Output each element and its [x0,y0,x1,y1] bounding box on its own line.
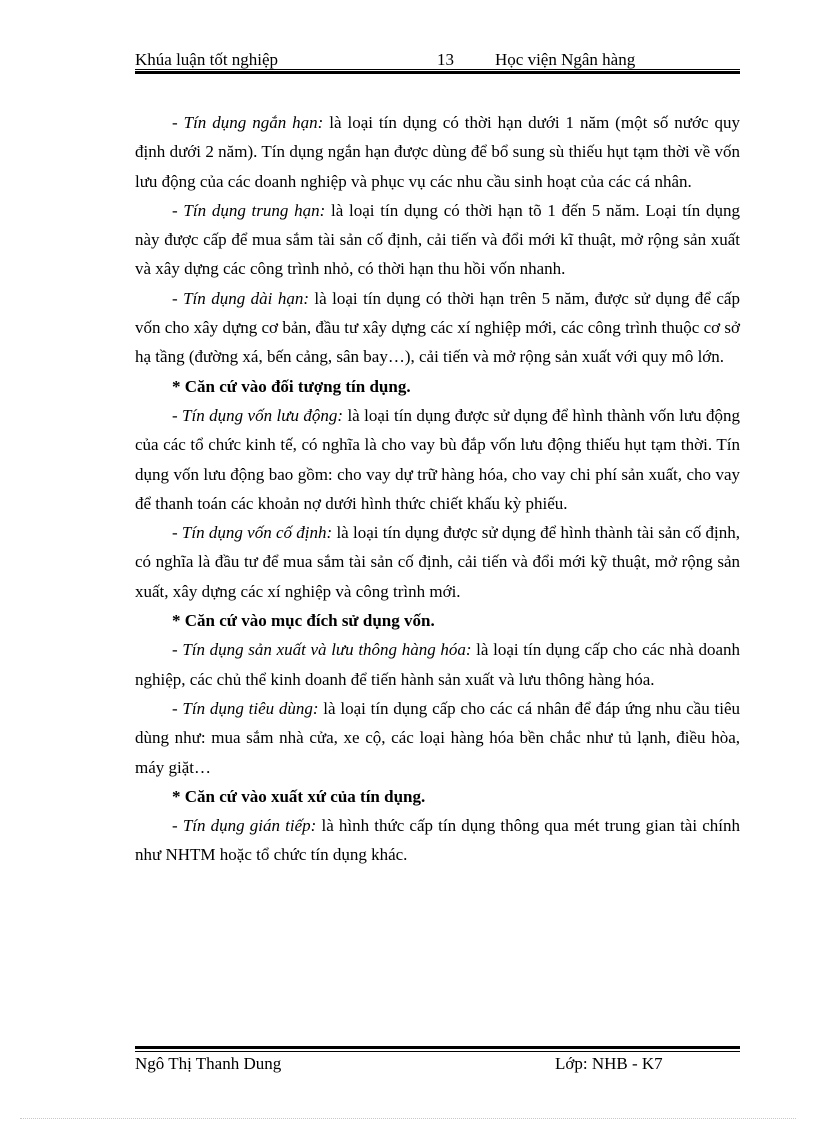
definition-text: là loại tín dụng có thời hạn trên 5 năm, được sử dụng để cấp vốn cho xây dựng cơ bản, đầu tư xây dựng các xí nghiệp mới, các công trình thuộc cơ sở hạ tầng (đường xá, bến cảng, sân bay…), cải tiến và mở rộng sản xuất với quy mô lớn. [135,288,740,367]
definition-paragraph [135,694,740,782]
footer-rule-thick [135,1046,740,1049]
definition-text: là loại tín dụng có thời hạn dưới 1 năm (một số nước quy định dưới 2 năm). Tín dụng ngắn hạn được dùng để bổ sung sù thiếu hụt tạm thời về vốn lưu động của các doanh nghiệp và phục vụ các nhu cầu sinh hoạt của các cá nhân. [135,113,741,191]
definition-paragraph [135,811,740,870]
definition-text: là hình thức cấp tín dụng thông qua mét trung gian tài chính như NHTM hoặc tổ chức tín dụng khác. [135,816,740,865]
header-page-number: 13 [437,50,454,69]
header-institution: Học viện Ngân hàng [495,50,636,69]
definition-text: là loại tín dụng có thời hạn tõ 1 đến 5 năm. Loại tín dụng này được cấp để mua sắm tài sản cố định, cải tiến và đổi mới kĩ thuật, mở rộng sản xuất và xây dựng các công trình nhỏ, có thời hạn thu hồi vốn nhanh. [135,200,740,279]
definition-term: - Tín dụng tiêu dùng: [172,698,319,718]
section-heading: * Căn cứ vào xuất xứ của tín dụng. [172,786,426,806]
page-header [135,48,740,70]
header-thesis-title: Khúa luận tốt nghiệp [135,50,279,69]
definition-term: - Tín dụng vốn cố định: [172,523,333,543]
definition-term: - Tín dụng sản xuất và lưu thông hàng hóa: [172,640,472,660]
section-heading: * Căn cứ vào mục đích sử dụng vốn. [172,611,435,631]
header-rule-thick [135,71,740,74]
definition-paragraph [135,196,740,284]
definition-text: là loại tín dụng được sử dụng để hình thành tài sản cố định, có nghĩa là đầu tư để mua sắm tài sản cố định, cải tiến và đổi mới kỹ thuật, mở rộng sản xuất, xây dựng các xí nghiệp và công trình mới. [135,523,740,601]
definition-paragraph [135,284,740,372]
footer-author: Ngô Thị Thanh Dung [135,1054,282,1073]
page-footer [135,1054,740,1076]
footer-rule-thin [135,1051,740,1052]
definition-text: là loại tín dụng cấp cho các nhà doanh nghiệp, các chủ thể kinh doanh để tiến hành sản xuất và lưu thông hàng hóa. [135,640,740,689]
document-body [135,108,740,870]
definition-text: là loại tín dụng được sử dụng để hình thành vốn lưu động của các tổ chức kinh tế, có nghĩa là cho vay bù đắp vốn lưu động thiếu hụt tạm thời. Tín dụng vốn lưu động bao gồm: cho vay dự trữ hàng hóa, cho vay chi phí sản xuất, cho vay để thanh toán các khoản nợ dưới hình thức chiết khấu kỳ phiếu. [135,405,740,513]
page-bottom-border [20,1118,796,1119]
definition-paragraph [135,401,740,518]
footer-class: Lớp: NHB - K7 [555,1054,663,1073]
definition-paragraph [135,108,740,196]
definition-paragraph [135,518,740,606]
header-rule-thin [135,69,740,70]
definition-term: - Tín dụng ngắn hạn: [172,113,324,132]
definition-term: - Tín dụng trung hạn: [172,200,326,220]
definition-text: là loại tín dụng cấp cho các cá nhân để đáp ứng nhu cầu tiêu dùng như: mua sắm nhà cửa, xe cộ, các loại hàng hóa bền chắc như tủ lạnh, điều hòa, máy giặt… [135,698,740,777]
definition-paragraph [135,635,740,694]
definition-term: - Tín dụng gián tiếp: [172,816,317,836]
definition-term: - Tín dụng dài hạn: [172,288,309,308]
section-heading: * Căn cứ vào đối tượng tín dụng. [172,376,411,396]
definition-term: - Tín dụng vốn lưu động: [172,405,344,425]
